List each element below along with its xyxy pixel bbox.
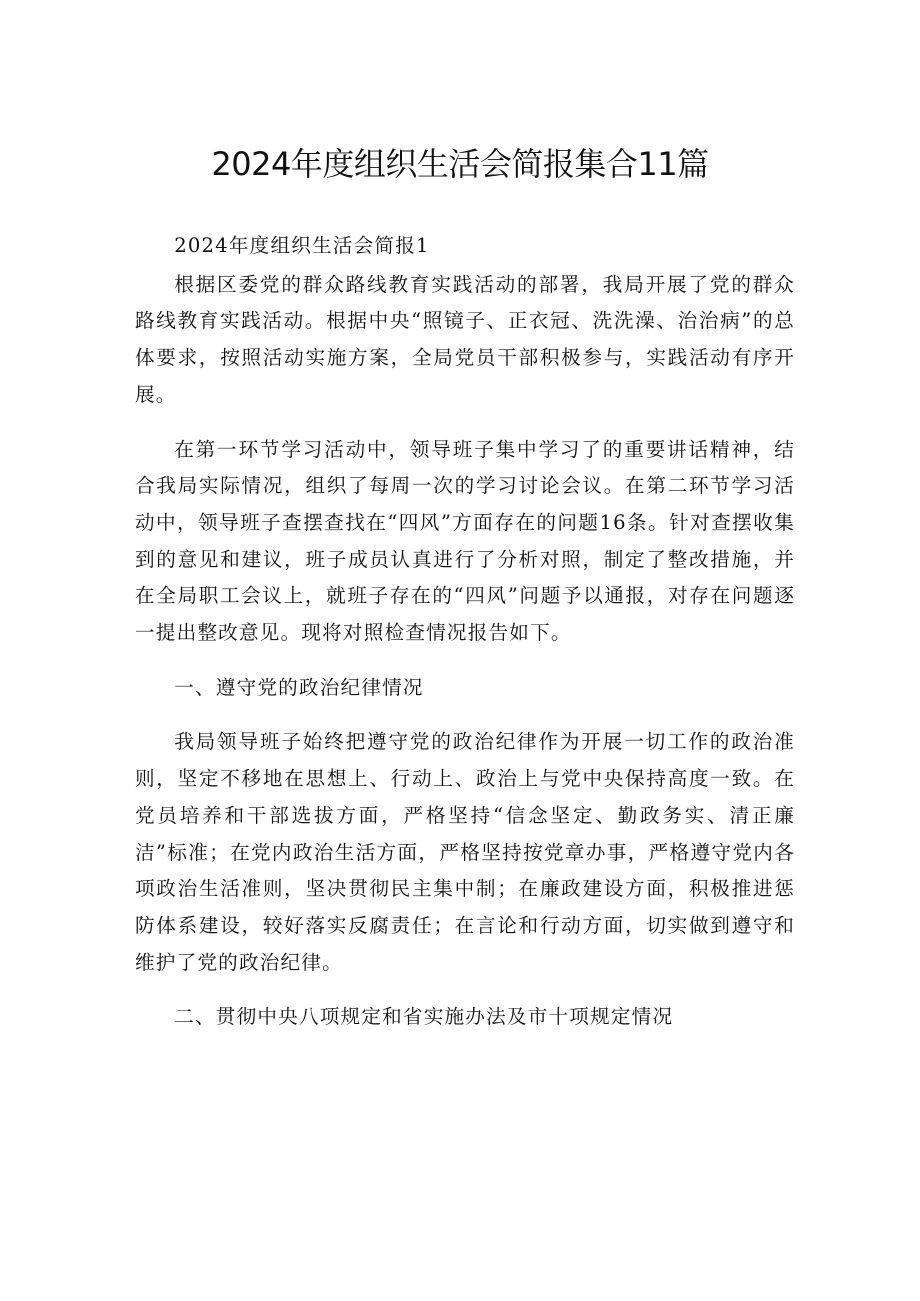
section-heading-political-discipline: 一、遵守党的政治纪律情况 bbox=[174, 675, 424, 699]
paragraph-intro: 根据区委党的群众路线教育实践活动的部署，我局开展了党的群众路线教育实践活动。根据中央“照镜子、正衣冠、洗洗澡、治治病”的总体要求，按照活动实施方案，全局党员干部积极参与，实践活动有序开展。 bbox=[135, 272, 795, 406]
document-title: 2024年度组织生活会简报集合11篇 bbox=[211, 145, 709, 183]
paragraph-study-activities: 在第一环节学习活动中，领导班子集中学习了的重要讲话精神，结合我局实际情况，组织了每周一次的学习讨论会议。在第二环节学习活动中，领导班子查摆查找在“四风”方面存在的问题16条。针对查摆收集到的意见和建议，班子成员认真进行了分析对照，制定了整改措施，并在全局职工会议上，就班子存在的“四风”问题予以通报，对存在问题逐一提出整改意见。现将对照检查情况报告如下。 bbox=[135, 437, 795, 645]
document-body bbox=[135, 228, 795, 1054]
report-subtitle: 2024年度组织生活会简报1 bbox=[174, 234, 430, 257]
paragraph-political-discipline: 我局领导班子始终把遵守党的政治纪律作为开展一切工作的政治准则，坚定不移地在思想上、行动上、政治上与党中央保持高度一致。在党员培养和干部选拔方面，严格坚持“信念坚定、勤政务实、清正廉洁”标准；在党内政治生活方面，严格坚持按党章办事，严格遵守党内各项政治生活准则，坚决贯彻民主集中制；在廉政建设方面，积极推进惩防体系建设，较好落实反腐责任；在言论和行动方面，切实做到遵守和维护了党的政治纪律。 bbox=[135, 730, 795, 974]
section-heading-eight-rules: 二、贯彻中央八项规定和省实施办法及市十项规定情况 bbox=[174, 1005, 674, 1029]
